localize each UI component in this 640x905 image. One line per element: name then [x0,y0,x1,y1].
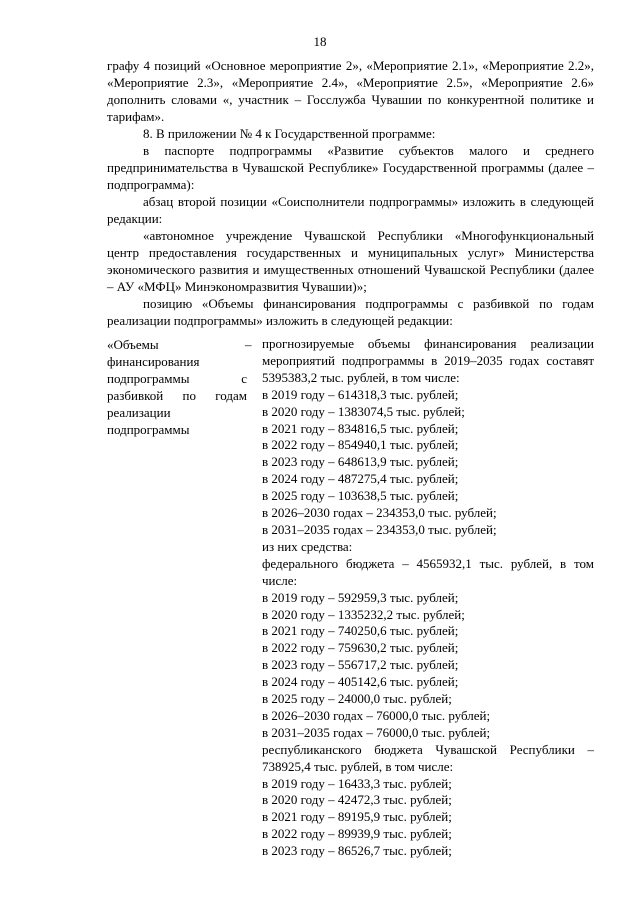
republic-line: в 2019 году – 16433,3 тыс. рублей; [262,775,452,791]
of-them-label: из них средства: [262,538,353,554]
financing-details [262,336,594,860]
total-line: в 2024 году – 487275,4 тыс. рублей; [262,471,459,487]
total-line: в 2019 году – 614318,3 тыс. рублей; [262,386,459,402]
paragraph-quote-mfc: «автономное учреждение Чувашской Республики «Многофункциональный центр предоставления государственных и муниципальных услуг» Министерства экономического развития и имущественных отношений Чувашской Республики (далее – АУ «МФЦ» Минэкономразвития Чувашии)»; [107,228,594,294]
total-line: в 2023 году – 648613,9 тыс. рублей; [262,454,459,470]
financing-intro: прогнозируемые объемы финансирования реализации мероприятий подпрограммы в 2019–2035 годах составят 5395383,2 тыс. рублей, в том числе: [262,336,594,385]
federal-line: в 2024 году – 405142,6 тыс. рублей; [262,674,459,690]
paragraph-continuation: графу 4 позиций «Основное мероприятие 2», «Мероприятие 2.1», «Мероприятие 2.2», «Мероприятие 2.3», «Мероприятие 2.4», «Мероприятие 2.5», «Мероприятие 2.6» дополнить словами «, участник – Госслужба Чувашии по конкурентной политике и тарифам». [107,58,594,124]
federal-line: в 2025 году – 24000,0 тыс. рублей; [262,691,452,707]
paragraph-item-8: 8. В приложении № 4 к Государственной программе: [143,126,436,141]
republic-line: в 2021 году – 89195,9 тыс. рублей; [262,809,452,825]
total-line: в 2020 году – 1383074,5 тыс. рублей; [262,403,465,419]
total-line: в 2025 году – 103638,5 тыс. рублей; [262,488,459,504]
total-line: в 2026–2030 годах – 234353,0 тыс. рублей; [262,505,497,521]
federal-line: в 2022 году – 759630,2 тыс. рублей; [262,640,459,656]
federal-line: в 2020 году – 1335232,2 тыс. рублей; [262,606,465,622]
paragraph-second-abzac: абзац второй позиции «Соисполнители подпрограммы» изложить в следующей редакции: [107,194,594,226]
republic-line: в 2022 году – 89939,9 тыс. рублей; [262,826,452,842]
federal-intro: федерального бюджета – 4565932,1 тыс. рублей, в том числе: [262,555,594,588]
page-number: 18 [313,34,327,49]
paragraph-passport: в паспорте подпрограммы «Развитие субъектов малого и среднего предпринимательства в Чувашской Республике» Государственной программы (далее – подпрограмма): [107,143,594,192]
federal-line: в 2019 году – 592959,3 тыс. рублей; [262,589,459,605]
total-line: в 2021 году – 834816,5 тыс. рублей; [262,420,459,436]
federal-line: в 2031–2035 годах – 76000,0 тыс. рублей; [262,724,491,740]
total-line: в 2022 году – 854940,1 тыс. рублей; [262,437,459,453]
financing-label: «Объемы финансирования подпрограммы с разбивкой по годам реализации подпрограммы [107,337,247,437]
total-line: в 2031–2035 годах – 234353,0 тыс. рублей; [262,521,497,537]
federal-line: в 2021 году – 740250,6 тыс. рублей; [262,623,459,639]
republic-intro: республиканского бюджета Чувашской Республики – 738925,4 тыс. рублей, в том числе: [262,741,594,774]
republic-line: в 2023 году – 86526,7 тыс. рублей; [262,843,452,859]
table-dash: – [245,337,252,352]
republic-line: в 2020 году – 42472,3 тыс. рублей; [262,792,452,808]
federal-line: в 2023 году – 556717,2 тыс. рублей; [262,657,459,673]
federal-line: в 2026–2030 годах – 76000,0 тыс. рублей; [262,707,491,723]
paragraph-position-financing: позицию «Объемы финансирования подпрограммы с разбивкой по годам реализации подпрограммы» изложить в следующей редакции: [107,296,594,328]
